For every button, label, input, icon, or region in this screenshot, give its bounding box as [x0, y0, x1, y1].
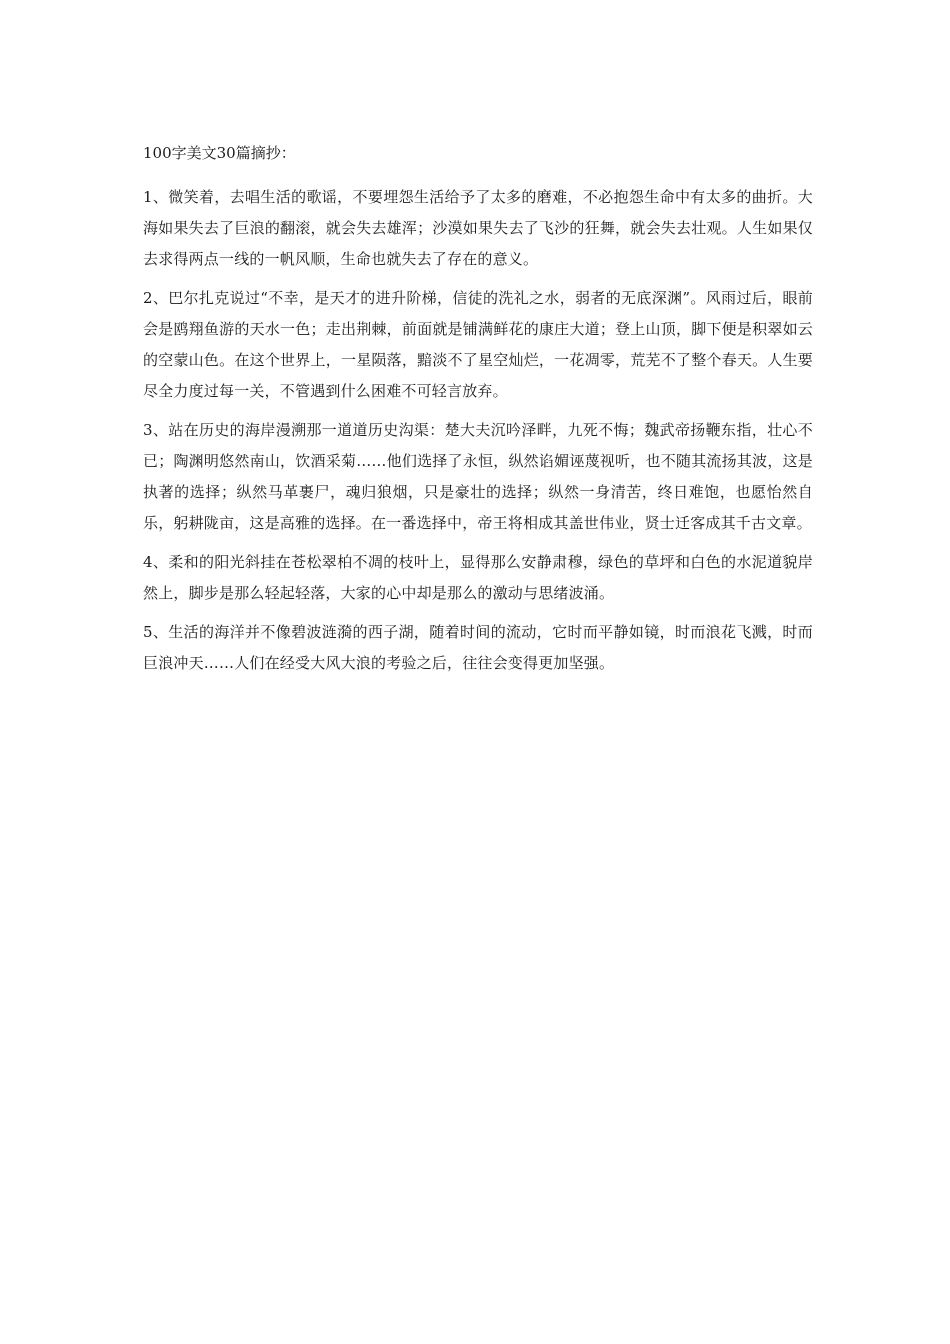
- paragraph-4: 4、柔和的阳光斜挂在苍松翠柏不凋的枝叶上，显得那么安静肃穆，绿色的草坪和白色的水泥道貌岸然上，脚步是那么轻起轻落，大家的心中却是那么的激动与思绪波涌。: [143, 553, 813, 602]
- paragraph-5: 5、生活的海洋并不像碧波涟漪的西子湖，随着时间的流动，它时而平静如镜，时而浪花飞溅，时而巨浪冲天……人们在经受大风大浪的考验之后，往往会变得更加坚强。: [143, 623, 813, 672]
- paragraph-1: 1、微笑着，去唱生活的歌谣，不要埋怨生活给予了太多的磨难，不必抱怨生命中有太多的曲折。大海如果失去了巨浪的翻滚，就会失去雄浑；沙漠如果失去了飞沙的狂舞，就会失去壮观。人生如果仅去求得两点一线的一帆风顺，生命也就失去了存在的意义。: [143, 188, 813, 268]
- document-title: 100字美文30篇摘抄：: [143, 144, 296, 162]
- paragraph-2: 2、巴尔扎克说过“不幸，是天才的进升阶梯，信徒的洗礼之水，弱者的无底深渊”。风雨过后，眼前会是鸥翔鱼游的天水一色；走出荆棘，前面就是铺满鲜花的康庄大道；登上山顶，脚下便是积翠如云的空蒙山色。在这个世界上，一星陨落，黯淡不了星空灿烂，一花凋零，荒芜不了整个春天。人生要尽全力度过每一关，不管遇到什么困难不可轻言放弃。: [143, 289, 813, 400]
- document-body: [143, 140, 813, 687]
- paragraph-3: 3、站在历史的海岸漫溯那一道道历史沟渠：楚大夫沉吟泽畔，九死不悔；魏武帝扬鞭东指，壮心不已；陶渊明悠然南山，饮酒采菊……他们选择了永恒，纵然谄媚诬蔑视听，也不随其流扬其波，这是执著的选择；纵然马革裹尸，魂归狼烟，只是豪壮的选择；纵然一身清苦，终日难饱，也愿怡然自乐，躬耕陇亩，这是高雅的选择。在一番选择中，帝王将相成其盖世伟业，贤士迁客成其千古文章。: [143, 421, 813, 532]
